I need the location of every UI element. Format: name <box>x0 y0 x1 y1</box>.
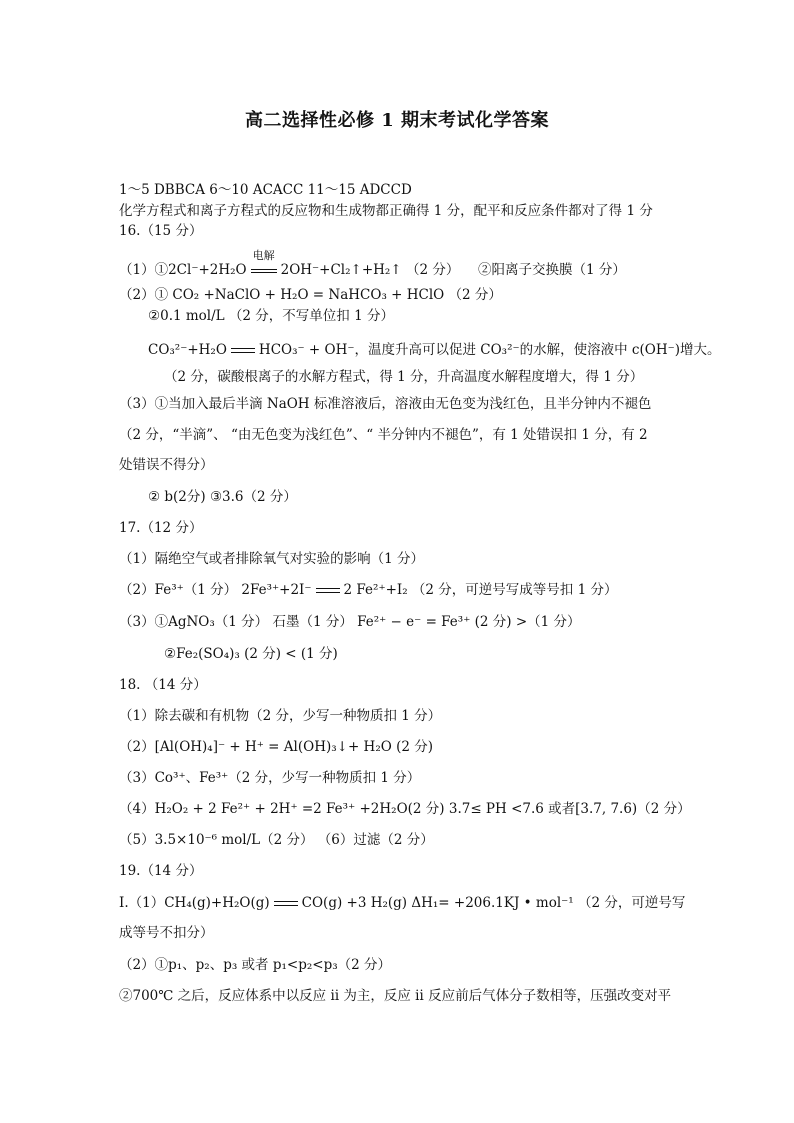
q18-5-6: （5）3.5×10⁻⁶ mol/L（2 分） （6）过滤（2 分） <box>119 832 434 848</box>
q17-2-reactants: （2）Fe³⁺（1 分） 2Fe³⁺+2I⁻ <box>119 582 312 598</box>
q19-1-reactants: Ⅰ.（1）CH₄(g)+H₂O(g) <box>119 895 270 911</box>
q18-4: （4）H₂O₂ + 2 Fe²⁺ + 2H⁺ =2 Fe³⁺ +2H₂O(2 分) 3.7≤ PH <7.6 或者[3.7, 7.6)（2 分） <box>119 801 691 817</box>
q19-header: 19.（14 分） <box>119 863 203 879</box>
q19-2-2: ②700℃ 之后，反应体系中以反应 ⅱ 为主，反应 ⅱ 反应前后气体分子数相等，压强改变对平 <box>119 988 672 1004</box>
q16-part1 <box>119 249 460 279</box>
q19-1-products: CO(g) +3 H₂(g) ΔH₁= +206.1KJ • mol⁻¹ （2 分，可逆号写 <box>301 895 686 911</box>
reversible-arrow-icon <box>231 348 255 353</box>
reversible-arrow-icon <box>274 901 298 906</box>
page-title: 高二选择性必修 1 期末考试化学答案 <box>244 110 550 131</box>
q17-2-products: 2 Fe²⁺+I₂ （2 分，可逆号写成等号扣 1 分） <box>343 582 618 598</box>
q19-1 <box>119 894 685 912</box>
q16-1-reactants: （1）①2Cl⁻+2H₂O <box>119 262 247 278</box>
q16-1-products: 2OH⁻+Cl₂↑+H₂↑ （2 分） <box>280 262 460 278</box>
q18-1: （1）除去碳和有机物（2 分，少写一种物质扣 1 分） <box>119 708 442 724</box>
q16-hydrolysis-note: （2 分，碳酸根离子的水解方程式，得 1 分，升高温度水解程度增大，得 1 分） <box>164 369 644 385</box>
q17-3-1: （3）①AgNO₃（1 分） 石墨（1 分） Fe²⁺ − e⁻ = Fe³⁺ (2 分) >（1 分） <box>119 614 581 630</box>
choice-answers: 1～5 DBBCA 6～10 ACACC 11～15 ADCCD <box>119 182 412 198</box>
q17-header: 17.（12 分） <box>119 520 203 536</box>
electrolysis-label: 电解 <box>252 249 275 262</box>
q19-1-note: 成等号不扣分） <box>119 925 214 941</box>
scoring-rule: 化学方程式和离子方程式的反应物和生成物都正确得 1 分，配平和反应条件都对了得 1 分 <box>119 203 653 219</box>
q18-2: （2）[Al(OH)₄]⁻ + H⁺ = Al(OH)₃↓+ H₂O (2 分) <box>119 739 434 755</box>
q18-3: （3）Co³⁺、Fe³⁺（2 分，少写一种物质扣 1 分） <box>119 770 421 786</box>
q16-hydrolysis <box>148 341 720 359</box>
q16-3-2-3: ② b(2分) ③3.6（2 分） <box>148 489 297 505</box>
q16-header: 16.（15 分） <box>119 223 203 239</box>
q17-3-2: ②Fe₂(SO₄)₃ (2 分) < (1 分) <box>164 646 338 662</box>
reversible-arrow-icon <box>316 588 340 593</box>
q19-2-1: （2）①p₁、p₂、p₃ 或者 p₁<p₂<p₃（2 分） <box>119 957 391 973</box>
q16-3-1: （3）①当加入最后半滴 NaOH 标准溶液后，溶液由无色变为浅红色，且半分钟内不褪色 <box>119 396 652 412</box>
q16-3-note-cont: 处错误不得分） <box>119 457 214 473</box>
q18-header: 18. （14 分） <box>119 677 207 693</box>
q16-1-membrane: ②阳离子交换膜（1 分） <box>478 262 626 278</box>
hydrolysis-reactants: CO₃²⁻+H₂O <box>148 342 227 358</box>
electrolysis-arrow <box>247 249 281 279</box>
q17-1: （1）隔绝空气或者排除氧气对实验的影响（1 分） <box>119 551 424 567</box>
q17-2 <box>119 581 617 599</box>
equals-arrow-icon <box>251 269 277 273</box>
q16-2-2: ②0.1 mol/L （2 分，不写单位扣 1 分） <box>148 308 394 324</box>
hydrolysis-products: HCO₃⁻ + OH⁻，温度升高可以促进 CO₃²⁻的水解，使溶液中 c(OH⁻)增大。 <box>258 342 721 358</box>
q16-2-1: （2）① CO₂ +NaClO + H₂O = NaHCO₃ + HClO （2 分） <box>119 287 502 303</box>
q16-3-note: （2 分，“半滴”、 “由无色变为浅红色”、“ 半分钟内不褪色”，有 1 处错误扣 1 分，有 2 <box>119 427 648 443</box>
